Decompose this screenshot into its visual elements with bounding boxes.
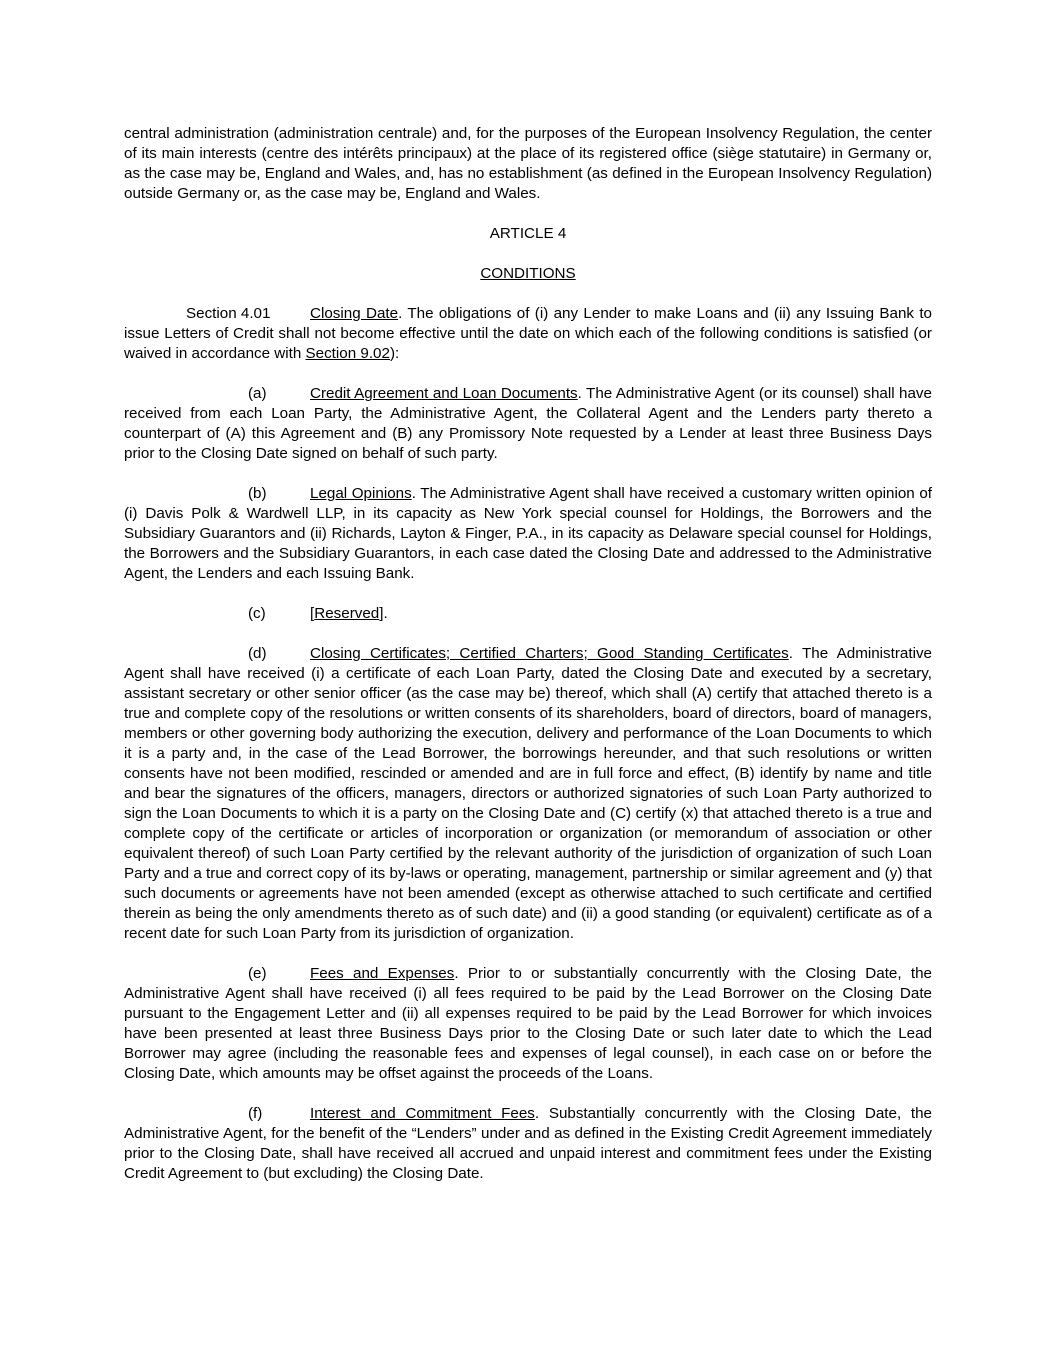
section-text: . The obligations of (i) any Lender to make Loans and (ii) any Issuing Bank to issue Letters of Credit shall not become effective until the date on which each of the following conditions is satisfied (or waived in accordance with — [124, 305, 932, 362]
item-letter: (c) — [248, 605, 266, 622]
item-letter: (a) — [248, 385, 267, 402]
article-title: CONDITIONS — [480, 265, 576, 282]
section-reference: Section 9.02 — [305, 345, 390, 362]
item-title: Legal Opinions — [310, 485, 412, 502]
item-text: . The Administrative Agent shall have received a customary written opinion of (i) Davis Polk & Wardwell LLP, in its capacity as New York special counsel for Holdings, the Borrowers and the Subsidiary Guarantors and (ii) Richards, Layton & Finger, P.A., in its capacity as Delaware special counsel for Holdings, the Borrowers and the Subsidiary Guarantors, in each case dated the Closing Date and addressed to the Administrative Agent, the Lenders and each Issuing Bank. — [124, 485, 932, 582]
item-title-prefix: [ — [310, 605, 315, 622]
item-title: Credit Agreement and Loan Documents — [310, 385, 578, 402]
section-text-end: ): — [389, 345, 400, 362]
condition-item-e — [124, 964, 932, 1084]
item-text: . The Administrative Agent shall have received (i) a certificate of each Loan Party, dated the Closing Date and executed by a secretary, assistant secretary or other senior officer (as the case may be) thereof, which shall (A) certify that attached thereto is a true and complete copy of the resolutions or written consents of its shareholders, board of directors, board of managers, members or other governing body authorizing the execution, delivery and performance of the Loan Documents to which it is a party and, in the case of the Lead Borrower, the borrowings hereunder, and that such resolutions or written consents have not been modified, rescinded or amended and are in full force and effect, (B) identify by name and title and bear the signatures of the officers, managers, directors or authorized signatories of such Loan Party authorized to sign the Loan Documents to which it is a party on the Closing Date and (C) certify (x) that attached thereto is a true and complete copy of the certificate or articles of incorporation or organization (or memorandum of association or other equivalent thereof) of such Loan Party certified by the relevant authority of the jurisdiction of organization of such Loan Party and a true and correct copy of its by-laws or operating, management, partnership or similar agreement and (y) that such documents or agreements have not been amended (except as otherwise attached to such certificate and certified therein as being the only amendments thereto as of such date) and (ii) a good standing (or equivalent) certificate as of a recent date for such Loan Party from its jurisdiction of organization. — [124, 645, 932, 942]
item-title: Reserved — [314, 605, 380, 622]
item-letter: (b) — [248, 485, 267, 502]
section-4-01 — [124, 304, 932, 364]
item-text: . The Administrative Agent (or its counsel) shall have received from each Loan Party, the Administrative Agent, the Collateral Agent and the Lenders party thereto a counterpart of (A) this Agreement and (B) any Promissory Note requested by a Lender at least three Business Days prior to the Closing Date signed on behalf of such party. — [124, 385, 932, 462]
section-title: Closing Date — [310, 305, 399, 322]
item-title: Interest and Commitment Fees — [310, 1105, 535, 1122]
condition-item-f — [124, 1104, 932, 1184]
section-number: Section 4.01 — [186, 305, 271, 322]
article-title-line — [124, 264, 932, 284]
condition-item-d — [124, 644, 932, 944]
article-heading: ARTICLE 4 — [489, 225, 567, 242]
intro-paragraph: central administration (administration centrale) and, for the purposes of the European Insolvency Regulation, the center of its main interests (centre des intérêts principaux) at the place of its registered office (siège statutaire) in Germany or, as the case may be, England and Wales, and, has no establishment (as defined in the European Insolvency Regulation) outside Germany or, as the case may be, England and Wales. — [124, 125, 932, 202]
item-text: . Substantially concurrently with the Closing Date, the Administrative Agent, for the benefit of the “Lenders” under and as defined in the Existing Credit Agreement immediately prior to the Closing Date, shall have received all accrued and unpaid interest and commitment fees under the Existing Credit Agreement to (but excluding) the Closing Date. — [124, 1105, 932, 1182]
item-title: Closing Certificates; Certified Charters; Good Standing Certificates — [310, 645, 789, 662]
condition-item-c — [124, 604, 932, 624]
item-letter: (f) — [248, 1105, 263, 1122]
item-letter: (d) — [248, 645, 267, 662]
item-letter: (e) — [248, 965, 267, 982]
document-page — [124, 124, 932, 1204]
condition-item-b — [124, 484, 932, 584]
condition-item-a — [124, 384, 932, 464]
item-text: ]. — [379, 605, 388, 622]
item-text: . Prior to or substantially concurrently with the Closing Date, the Administrative Agent shall have received (i) all fees required to be paid by the Lead Borrower on the Closing Date pursuant to the Engagement Letter and (ii) all expenses required to be paid by the Lead Borrower for which invoices have been presented at least three Business Days prior to the Closing Date or such later date to which the Lead Borrower may agree (including the reasonable fees and expenses of legal counsel), in each case on or before the Closing Date, which amounts may be offset against the proceeds of the Loans. — [124, 965, 932, 1082]
item-title: Fees and Expenses — [310, 965, 455, 982]
